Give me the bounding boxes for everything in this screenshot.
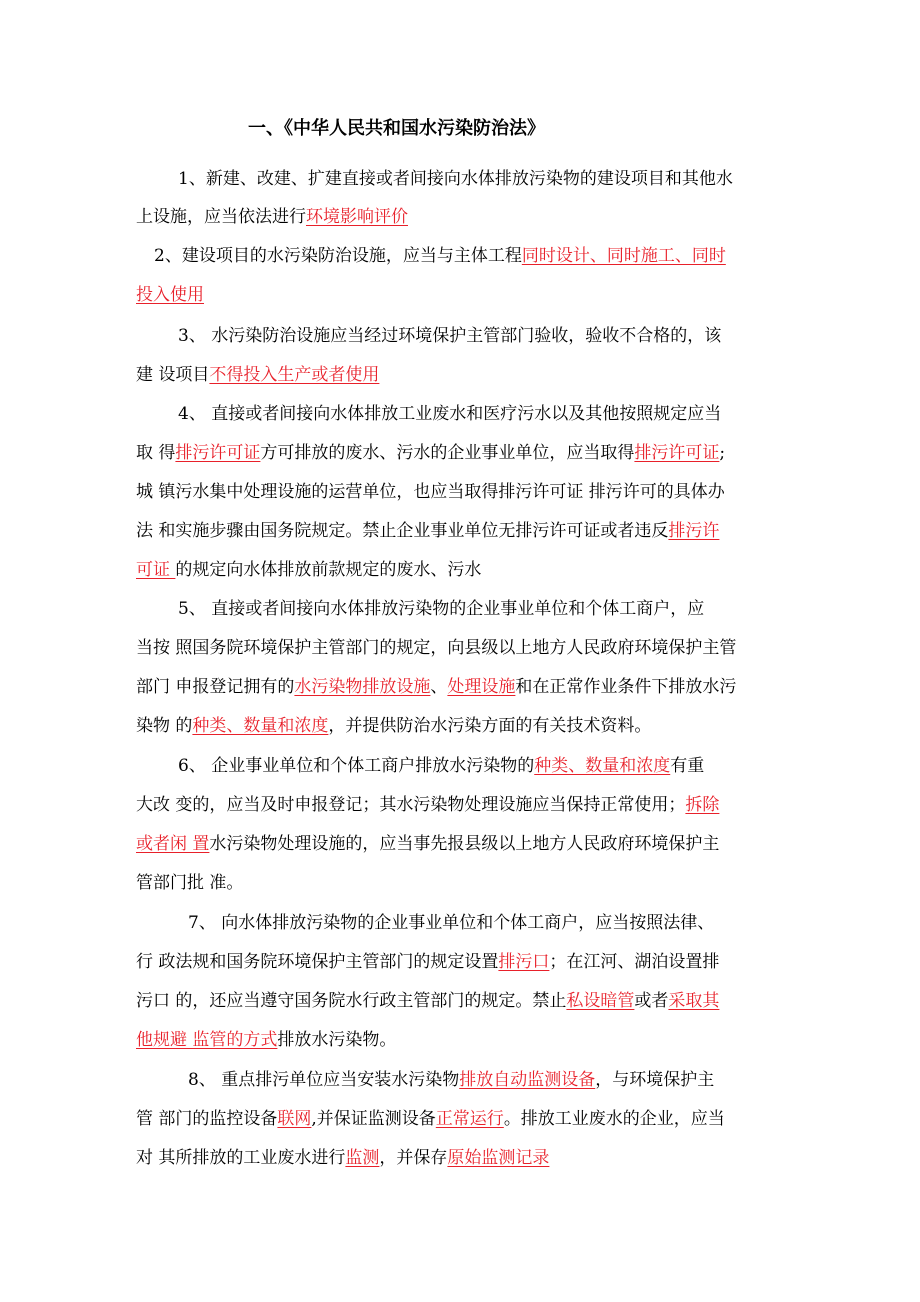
p7-line4 [136, 1029, 396, 1051]
p8-text: ，并保存 [379, 1148, 448, 1168]
p2-text: 2、建设项目的水污染防治设施，应当与主体工程 [154, 246, 522, 266]
p4-text: ; [719, 443, 726, 463]
p5-line4 [136, 715, 651, 737]
highlight-term: 不得投入生产或者使用 [209, 365, 380, 385]
p4-line3: 城 镇污水集中处理设施的运营单位，也应当取得排污许可证 排污许可的具体办 [136, 482, 725, 502]
p4-line2 [136, 442, 725, 464]
p5-text: ，并提供防治水污染方面的有关技术资料。 [328, 716, 652, 736]
highlight-term: 投入使用 [136, 285, 204, 305]
highlight-term: 正常运行 [435, 1109, 504, 1129]
highlight-term: 联网 [277, 1109, 312, 1129]
p7-text: ；在江河、湖泊设置排 [549, 952, 720, 972]
p7-text: 排放水污染物。 [277, 1030, 397, 1050]
p6-text: 水污染物处理设施的，应当事先报县级以上地方人民政府环境保护主 [209, 834, 720, 854]
highlight-term: 他规避 监管的方式 [136, 1030, 278, 1050]
p7-text: 行 政法规和国务院环境保护主管部门的规定设置 [136, 952, 499, 972]
p3-text: 建 设项目 [136, 365, 210, 385]
highlight-term: 排污许可证 [175, 443, 261, 463]
highlight-term: 排污口 [498, 952, 550, 972]
highlight-term: 排污许 [668, 521, 720, 541]
p8-text: ,并保证监测设备 [311, 1109, 436, 1129]
p5-text: 和在正常作业条件下排放水污 [515, 677, 737, 697]
p5-line3 [136, 676, 736, 698]
highlight-term: 排放自动监测设备 [459, 1070, 596, 1090]
highlight-term: 种类、数量和浓度 [534, 756, 671, 776]
p5-line2: 当按 照国务院环境保护主管部门的规定，向县级以上地方人民政府环境保护主管 [136, 638, 737, 658]
p6-line4: 管部门批 准。 [136, 873, 244, 893]
highlight-term: 采取其 [668, 991, 720, 1011]
p4-line1: 4、 直接或者间接向水体排放工业废水和医疗污水以及其他按照规定应当 [178, 404, 722, 424]
highlight-term: 拆除 [685, 795, 720, 815]
p7-text: 或者 [634, 991, 669, 1011]
p4-text: 的规定向水体排放前款规定的废水、污水 [175, 560, 482, 580]
highlight-term: 水污染物排放设施 [294, 677, 431, 697]
p8-line3 [136, 1147, 549, 1169]
p4-text: 取 得 [136, 443, 176, 463]
p5-text: 部门 申报登记拥有的 [136, 677, 295, 697]
p4-line5 [136, 559, 481, 581]
p6-line2 [136, 794, 719, 816]
highlight-term: 种类、数量和浓度 [192, 716, 329, 736]
highlight-term: 排污许可证 [634, 443, 720, 463]
p8-line1 [188, 1069, 714, 1091]
p6-line3 [136, 833, 719, 855]
p8-text: 管 部门的监控设备 [136, 1109, 278, 1129]
highlight-term: 或者闲 置 [136, 834, 210, 854]
p1-line1: 1、新建、改建、扩建直接或者间接向水体排放污染物的建设项目和其他水 [178, 169, 733, 189]
p4-text: 方可排放的废水、污水的企业事业单位，应当取得 [260, 443, 635, 463]
highlight-term: 环境影响评价 [306, 207, 408, 227]
p6-text: 大改 变的，应当及时申报登记；其水污染物处理设施应当保持正常使用； [136, 795, 686, 815]
p5-line1: 5、 直接或者间接向水体排放污染物的企业事业单位和个体工商户，应 [178, 599, 705, 619]
p1-line2 [136, 206, 408, 228]
highlight-term: 处理设施 [447, 677, 516, 697]
p4-line4 [136, 520, 719, 542]
highlight-term: 私设暗管 [566, 991, 635, 1011]
p8-line2 [136, 1108, 725, 1130]
p6-text: 有重 [670, 756, 705, 776]
p7-line3 [136, 990, 719, 1012]
p7-text: 污口 的，还应当遵守国务院水行政主管部门的规定。禁止 [136, 991, 567, 1011]
p8-text: 8、 重点排污单位应当安装水污染物 [188, 1070, 460, 1090]
p6-line1 [178, 755, 704, 777]
p2-line1 [154, 245, 726, 267]
p5-text: 染物 的 [136, 716, 193, 736]
p4-text: 法 和实施步骤由国务院规定。禁止企业事业单位无排污许可证或者违反 [136, 521, 669, 541]
p8-text: 。排放工业废水的企业，应当 [503, 1109, 725, 1129]
p5-text: 、 [430, 677, 448, 697]
p3-line2 [136, 364, 379, 386]
highlight-term: 原始监测记录 [447, 1148, 550, 1168]
p1-text: 上设施，应当依法进行 [136, 207, 306, 227]
p7-line2 [136, 951, 719, 973]
p7-line1: 7、 向水体排放污染物的企业事业单位和个体工商户，应当按照法律、 [188, 913, 715, 933]
p8-text: ，与环境保护主 [595, 1070, 715, 1090]
highlight-term: 监测 [345, 1148, 380, 1168]
p6-text: 6、 企业事业单位和个体工商户排放水污染物的 [178, 756, 535, 776]
highlight-term: 同时设计、同时施工、同时 [521, 246, 726, 266]
p8-text: 对 其所排放的工业废水进行 [136, 1148, 346, 1168]
p2-line2 [136, 284, 204, 306]
p3-line1: 3、 水污染防治设施应当经过环境保护主管部门验收，验收不合格的，该 [178, 326, 722, 346]
highlight-term: 可证 [136, 560, 176, 580]
page-title: 一、《中华人民共和国水污染防治法》 [248, 118, 545, 139]
